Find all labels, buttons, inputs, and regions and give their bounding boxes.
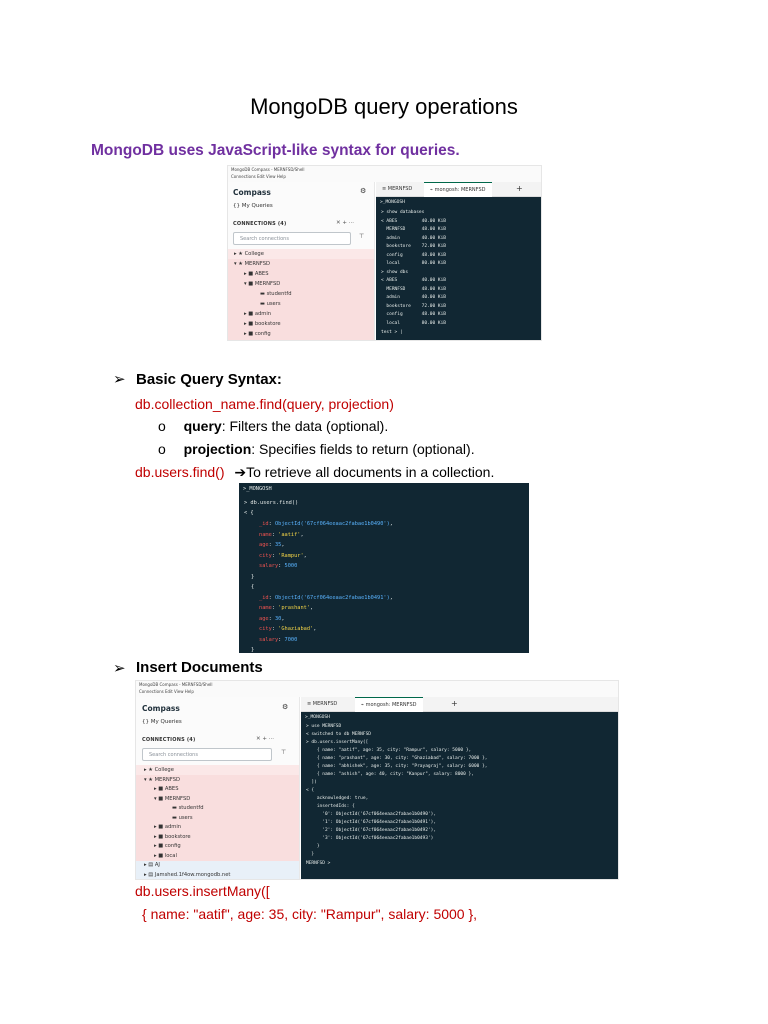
shell-line: local 80.00 KiB (381, 261, 447, 266)
tree-item-abes[interactable]: ▸ ■ ABES (154, 786, 179, 792)
filter-icon[interactable]: ⊤ (281, 749, 287, 756)
tree-item-users[interactable]: ▬ users (260, 301, 281, 307)
mongosh-shell[interactable] (376, 197, 541, 340)
page-title: MongoDB query operations (250, 94, 518, 119)
shell-line: MERNFSD 48.00 KiB (381, 286, 447, 292)
shell-line: MERNFSD 48.00 KiB (381, 227, 447, 232)
gear-icon[interactable]: ⚙ (360, 187, 367, 195)
mongosh-shell[interactable] (301, 712, 618, 879)
shell-line: > db.users.insertMany([ (306, 740, 369, 745)
doc-name: name: 'prashant', (259, 605, 314, 611)
tab-mernfsd[interactable]: ≡ MERNFSD (307, 701, 338, 707)
arrow-bullet-icon: ➢ (113, 371, 126, 388)
shell-line: admin 40.00 KiB (381, 295, 447, 300)
bullet-circle-icon: o (158, 418, 166, 434)
shell-line: '0': ObjectId('67cf064eeaac2fabae1b0490'), (306, 812, 437, 817)
compass-brand: Compass (233, 188, 271, 197)
subtitle: MongoDB uses JavaScript-like syntax for queries. (91, 142, 460, 159)
tree-item-studentfd[interactable]: ▬ studentfd (260, 291, 292, 297)
tree-item-studentfd[interactable]: ▬ studentfd (172, 805, 204, 811)
tree-item-admin[interactable]: ▸ ■ admin (244, 311, 272, 317)
doc-id: _id: ObjectId('67cf064eeaac2fabae1b0490'), (259, 521, 393, 527)
tree-item-bookstore[interactable]: ▸ ■ bookstore (154, 833, 191, 840)
my-queries-link[interactable]: {} My Queries (233, 203, 273, 209)
tree-item-config[interactable]: ▸ ■ config (244, 331, 271, 337)
shell-line: admin 40.00 KiB (381, 235, 447, 241)
doc-name: name: 'aatif', (259, 531, 304, 538)
query-desc: : Filters the data (optional). (221, 418, 389, 434)
shell-prompt[interactable]: MERNFSD > (306, 861, 331, 866)
shell-line: } (306, 852, 315, 857)
shell-line: '3': ObjectId('67cf064eeaac2fabae1b0493') (306, 836, 434, 841)
connections-header: CONNECTIONS (4) (233, 221, 287, 227)
add-tab-button[interactable]: + (516, 184, 523, 193)
menu-bar: Connections Edit View Help (231, 174, 286, 179)
tree-item-atlas[interactable]: ▸ ▤ Jamshed.1f4ow.mongodb.net (144, 871, 231, 878)
doc-age: age: 30, (259, 615, 285, 622)
query-term: query (183, 418, 222, 434)
window-titlebar (136, 681, 618, 697)
terminal-header: >_MONGOSH (243, 486, 272, 492)
compass-brand: Compass (142, 704, 180, 713)
shell-line: { name: "ashish", age: 40, city: "Kanpur", salary: 8000 }, (306, 772, 474, 777)
shell-line: } (306, 844, 320, 849)
bullet-projection (158, 441, 475, 457)
tree-item-aj[interactable]: ▸ ▤ AJ (144, 862, 160, 868)
doc-id: _id: ObjectId('67cf064eeaac2fabae1b0491'), (259, 594, 393, 601)
doc-age: age: 35, (259, 542, 285, 548)
search-input[interactable]: Search connections (142, 748, 272, 761)
shell-line: > show dbs (381, 269, 409, 275)
insert-code-line-1: db.users.insertMany([ (135, 883, 270, 899)
tab-bar (376, 182, 541, 197)
tree-item-admin[interactable]: ▸ ■ admin (154, 824, 182, 830)
find-description: To retrieve all documents in a collection. (246, 464, 495, 480)
tree-item-config[interactable]: ▸ ■ config (154, 843, 181, 849)
right-arrow-icon: ➔ (234, 465, 247, 481)
search-input[interactable]: Search connections (233, 232, 351, 245)
shell-line: '2': ObjectId('67cf064eeaac2fabae1b0492'), (306, 828, 437, 833)
tab-bar (301, 697, 618, 712)
tree-item-local[interactable]: ▸ ■ local (154, 852, 177, 859)
compass-screenshot-2 (135, 680, 619, 880)
projection-term: projection (183, 441, 252, 457)
shell-line: < { (306, 788, 315, 793)
filter-icon[interactable]: ⊤ (359, 233, 365, 240)
bullet-circle-icon: o (158, 441, 166, 457)
doc-salary: salary: 5000 (259, 563, 298, 569)
syntax-code: db.collection_name.find(query, projection) (135, 396, 394, 412)
window-titlebar (228, 166, 541, 182)
shell-line: config 48.00 KiB (381, 252, 447, 258)
window-title: MongoDB Compass - MERNFSD/Shell (231, 167, 305, 172)
tree-item-abes[interactable]: ▸ ■ ABES (244, 271, 269, 277)
bullet-query (158, 418, 388, 434)
compass-screenshot-1 (227, 165, 542, 341)
shell-line: < ABES 40.00 KiB (381, 218, 447, 224)
doc-city: city: 'Ghaziabad', (259, 626, 317, 632)
tree-item-mernfsd-db[interactable]: ▾ ■ MERNFSD (154, 795, 191, 802)
find-line (135, 464, 494, 481)
shell-title: >_MONGOSH (380, 200, 405, 205)
find-command: > db.users.find() (244, 500, 299, 506)
tree-item-college[interactable]: ▸ ★ College (234, 251, 264, 257)
sidebar (228, 182, 375, 340)
shell-line: '1': ObjectId('67cf064eeaac2fabae1b0491'), (306, 820, 437, 825)
window-title: MongoDB Compass - MERNFSD/Shell (139, 682, 213, 687)
my-queries-link[interactable]: {} My Queries (142, 719, 182, 725)
shell-line: { name: "abhishek", age: 35, city: "Prayagraj", salary: 6000 }, (306, 764, 488, 769)
tab-mernfsd[interactable]: ≡ MERNFSD (382, 186, 413, 192)
shell-line: acknowledged: true, (306, 796, 369, 801)
shell-line: { name: "prashant", age: 30, city: "Ghaziabad", salary: 7000 }, (306, 756, 488, 761)
tree-item-bookstore[interactable]: ▸ ■ bookstore (244, 321, 281, 327)
tree-item-mernfsd-conn[interactable]: ▾ ★ MERNFSD (234, 261, 270, 267)
shell-line: local 80.00 KiB (381, 320, 447, 326)
tree-item-mernfsd-db[interactable]: ▾ ■ MERNFSD (244, 281, 281, 287)
shell-title: >_MONGOSH (305, 715, 330, 720)
shell-line: < ABES 40.00 KiB (381, 278, 447, 283)
shell-line: bookstore 72.00 KiB (381, 244, 447, 249)
shell-line: < switched to db MERNFSD (306, 732, 372, 737)
shell-line: insertedIds: { (306, 804, 355, 809)
shell-line: config 48.00 KiB (381, 312, 447, 317)
shell-line: bookstore 72.00 KiB (381, 303, 447, 309)
shell-line: ]) (306, 780, 317, 785)
find-code: db.users.find() (135, 464, 225, 480)
projection-desc: : Specifies fields to return (optional). (251, 441, 475, 457)
add-tab-button[interactable]: + (451, 699, 458, 708)
find-output-terminal: >_MONGOSH > db.users.find() < { _id: ObjectId('67cf064eeaac2fabae1b0490'), name: 'aatif', age: 35, city: 'Rampur', salary: 5000 } { _id: ObjectId('67cf064eeaac2fabae1b0491'), name: 'prashant', age: 30, city: 'Ghaziabad', salary: 7000 } (239, 483, 529, 653)
connection-tools[interactable]: ✕ + ··· (336, 220, 354, 226)
sidebar (136, 697, 300, 879)
connections-header: CONNECTIONS (4) (142, 737, 196, 743)
arrow-bullet-icon: ➢ (113, 660, 126, 677)
section-heading-insert: Insert Documents (136, 659, 263, 676)
tree-item-users[interactable]: ▬ users (172, 814, 193, 821)
tree-item-mernfsd-conn[interactable]: ▾ ★ MERNFSD (144, 776, 180, 783)
menu-bar: Connections Edit View Help (139, 689, 194, 694)
tab-mongosh[interactable]: ⌁ mongosh: MERNFSD (424, 182, 492, 197)
shell-prompt[interactable]: test > | (381, 330, 403, 335)
tree-item-college[interactable]: ▸ ★ College (144, 767, 174, 773)
shell-line: { name: "aatif", age: 35, city: "Rampur", salary: 5000 }, (306, 748, 472, 753)
doc-city: city: 'Rampur', (259, 552, 307, 559)
gear-icon[interactable]: ⚙ (282, 703, 289, 711)
shell-line: > show databases (381, 210, 425, 215)
shell-line: > use MERNFSD (306, 724, 342, 729)
doc-salary: salary: 7000 (259, 636, 298, 643)
insert-code-line-2: { name: "aatif", age: 35, city: "Rampur", salary: 5000 }, (142, 906, 478, 922)
connection-tools[interactable]: ✕ + ··· (256, 736, 274, 742)
section-heading-basic-query: Basic Query Syntax: (136, 371, 282, 388)
tab-mongosh[interactable]: ⌁ mongosh: MERNFSD (355, 697, 423, 712)
